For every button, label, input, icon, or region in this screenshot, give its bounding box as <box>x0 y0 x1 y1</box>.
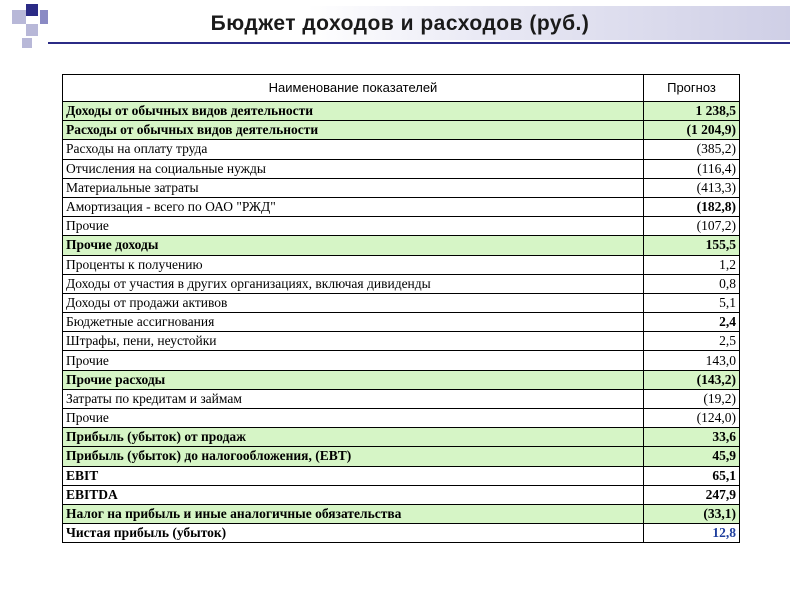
row-label: Прибыль (убыток) до налогообложения, (EBT) <box>63 447 644 466</box>
table-body <box>63 102 740 543</box>
table-row <box>63 504 740 523</box>
row-value: 33,6 <box>644 428 740 447</box>
row-value: (33,1) <box>644 504 740 523</box>
row-value: 45,9 <box>644 447 740 466</box>
table-row <box>63 428 740 447</box>
table-row <box>63 102 740 121</box>
row-value: 1 238,5 <box>644 102 740 121</box>
row-value: (143,2) <box>644 370 740 389</box>
row-label: Доходы от продажи активов <box>63 293 644 312</box>
table-row <box>63 140 740 159</box>
row-value: (124,0) <box>644 409 740 428</box>
title-underline <box>48 42 790 44</box>
table-row <box>63 274 740 293</box>
table-row <box>63 217 740 236</box>
row-value: (385,2) <box>644 140 740 159</box>
row-label: Проценты к получению <box>63 255 644 274</box>
row-label: Прочие <box>63 217 644 236</box>
table-row <box>63 332 740 351</box>
row-value: 2,4 <box>644 313 740 332</box>
row-label: Чистая прибыль (убыток) <box>63 524 644 543</box>
table-row <box>63 293 740 312</box>
row-label: EBITDA <box>63 485 644 504</box>
page-title: Бюджет доходов и расходов (руб.) <box>210 12 590 35</box>
table-row <box>63 370 740 389</box>
row-label: Прибыль (убыток) от продаж <box>63 428 644 447</box>
table-row <box>63 236 740 255</box>
table-row <box>63 178 740 197</box>
row-value: 65,1 <box>644 466 740 485</box>
row-label: Затраты по кредитам и займам <box>63 389 644 408</box>
row-label: Бюджетные ассигнования <box>63 313 644 332</box>
table-header-row <box>63 75 740 102</box>
column-header-forecast: Прогноз <box>644 75 740 102</box>
row-label: EBIT <box>63 466 644 485</box>
row-value: (19,2) <box>644 389 740 408</box>
table-row <box>63 524 740 543</box>
row-label: Прочие <box>63 351 644 370</box>
row-value: 12,8 <box>644 524 740 543</box>
row-label: Отчисления на социальные нужды <box>63 159 644 178</box>
column-header-indicator: Наименование показателей <box>63 75 644 102</box>
table-row <box>63 313 740 332</box>
row-label: Штрафы, пени, неустойки <box>63 332 644 351</box>
row-value: (182,8) <box>644 197 740 216</box>
table-row <box>63 351 740 370</box>
row-value: (116,4) <box>644 159 740 178</box>
row-label: Налог на прибыль и иные аналогичные обязательства <box>63 504 644 523</box>
table-row <box>63 485 740 504</box>
table-row <box>63 447 740 466</box>
row-value: 1,2 <box>644 255 740 274</box>
budget-table <box>62 74 740 543</box>
row-value: (1 204,9) <box>644 121 740 140</box>
row-value: 143,0 <box>644 351 740 370</box>
row-label: Прочие расходы <box>63 370 644 389</box>
decor-square <box>22 38 32 48</box>
row-label: Доходы от участия в других организациях, включая дивиденды <box>63 274 644 293</box>
row-label: Материальные затраты <box>63 178 644 197</box>
table-row <box>63 466 740 485</box>
row-value: 247,9 <box>644 485 740 504</box>
row-value: 2,5 <box>644 332 740 351</box>
row-label: Прочие доходы <box>63 236 644 255</box>
row-value: (107,2) <box>644 217 740 236</box>
table-row <box>63 255 740 274</box>
row-label: Расходы на оплату труда <box>63 140 644 159</box>
table-row <box>63 197 740 216</box>
row-value: (413,3) <box>644 178 740 197</box>
table-row <box>63 409 740 428</box>
row-label: Доходы от обычных видов деятельности <box>63 102 644 121</box>
row-value: 5,1 <box>644 293 740 312</box>
row-value: 0,8 <box>644 274 740 293</box>
row-label: Расходы от обычных видов деятельности <box>63 121 644 140</box>
table-row <box>63 159 740 178</box>
row-label: Прочие <box>63 409 644 428</box>
table-row <box>63 121 740 140</box>
row-label: Амортизация - всего по ОАО "РЖД" <box>63 197 644 216</box>
row-value: 155,5 <box>644 236 740 255</box>
table-row <box>63 389 740 408</box>
